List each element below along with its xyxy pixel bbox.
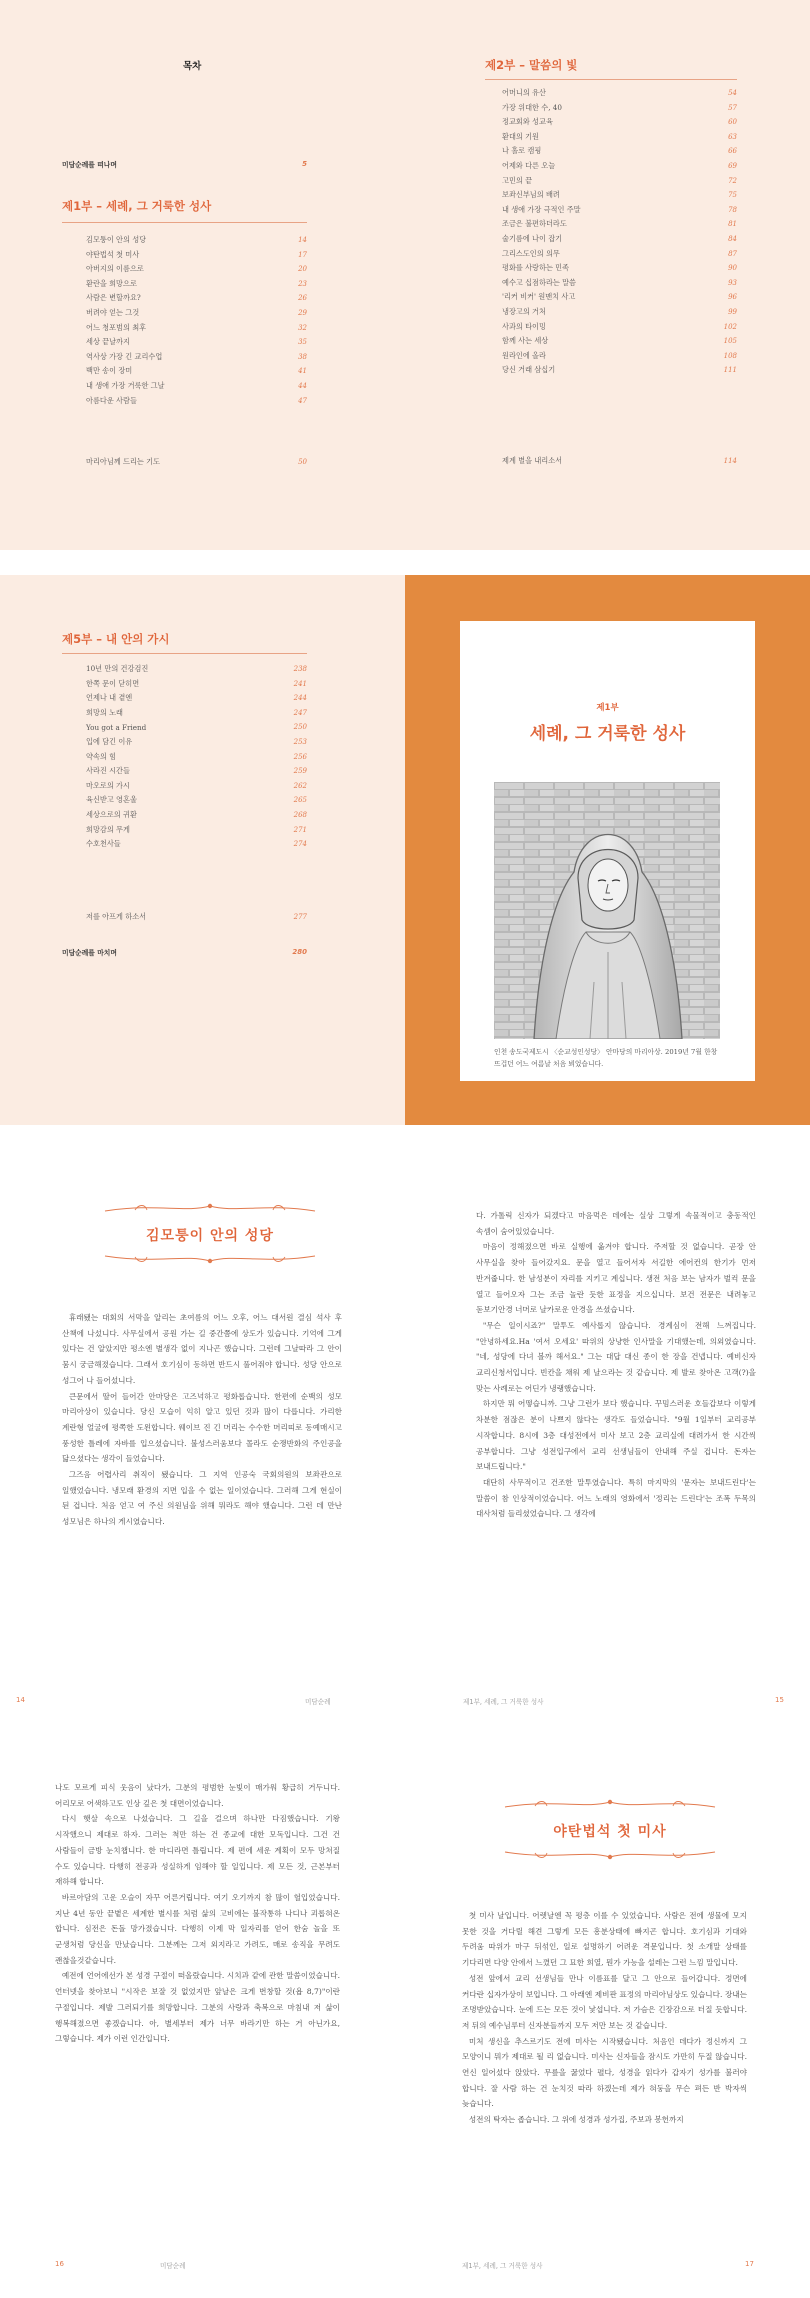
toc-entry-title: 육신받고 영혼울 — [86, 795, 137, 805]
toc-page-3 — [0, 575, 405, 1125]
folio: 15 — [775, 1696, 784, 1704]
toc-entry-title: 보좌신부님의 배려 — [502, 190, 560, 200]
flourish-bottom-icon — [485, 1848, 735, 1862]
madonna-statue-photo — [494, 782, 720, 1039]
toc-entry-title: 고민의 끝 — [502, 175, 533, 185]
toc-entry-title: 나 홀로 캠핑 — [502, 146, 542, 156]
toc-entry[interactable] — [86, 350, 307, 364]
body-text — [476, 1208, 756, 1522]
toc-entry-page: 87 — [728, 249, 737, 258]
toc-entry-title: 사람은 변할까요? — [86, 293, 141, 303]
toc-prayer-page: 277 — [293, 913, 307, 921]
toc-entry-title: 원라인에 올라 — [502, 350, 546, 360]
toc-entry-page: 108 — [723, 351, 737, 360]
toc-entry-page: 84 — [728, 235, 737, 243]
toc-entry-page: 14 — [298, 236, 307, 244]
part-divider-card — [460, 621, 755, 1081]
toc-entry-title: '리커 비커' 원맨치 사고 — [502, 292, 576, 302]
toc-entry-page: 274 — [293, 840, 307, 849]
toc-entry-title: 사라진 시간들 — [86, 766, 130, 776]
body-text — [462, 1908, 747, 2128]
toc-entry[interactable] — [502, 159, 737, 173]
toc-closing-page: 50 — [298, 458, 307, 466]
toc-entry-page: 241 — [293, 679, 307, 688]
toc-entry[interactable] — [502, 349, 737, 363]
paragraph: 대단히 사무적이고 건조한 말투였습니다. 특히 마지막의 '문자는 보내드린다'는 말씀이 참 인상적이었습니다. 어느 노래의 영화에서 '정리는 드린다'는 조폭 두목의 대사처럼 들리셨었습니다. 그 생각에 — [476, 1477, 756, 1519]
toc-entry-title: 내 생애 가장 거룩한 그날 — [86, 381, 165, 390]
toc-entry-page: 81 — [728, 220, 737, 229]
chapter-title: 김모퉁이 안의 성당 — [146, 1228, 274, 1244]
toc-entry[interactable] — [502, 115, 737, 129]
toc-entry[interactable] — [86, 321, 307, 335]
toc-part-5-heading: 제5부 – 내 안의 가시 — [62, 632, 170, 646]
toc-entry-title: 역사상 가장 긴 교리수업 — [86, 351, 163, 361]
body-text — [55, 1780, 340, 2047]
toc-entry-title: 백만 송이 장미 — [86, 366, 133, 376]
chapter-title-ornament — [485, 1796, 735, 1866]
toc-part-1-rule — [62, 222, 307, 223]
toc-part-5-rule — [62, 653, 307, 654]
toc-entry[interactable] — [502, 261, 737, 275]
toc-part-2-rule — [485, 79, 737, 80]
toc-entry[interactable] — [502, 276, 737, 290]
paragraph: 휴래됐는 대회의 서막을 알리는 초여름의 어느 오후, 어느 대서원 결심 석사 후 산책에 나섰니다. 사무실에서 공원 가는 길 중간쯤에 상도가 있습니다. 기억에 그게 있다는 건 알았지만 평소엔 별생각 없이 지나곤 했습니다. 그런데 그날따라 그 안이 뭄시 궁금해졌습니다. 그래서 호기심이 동하면 반드시 풀어줘야 합니다. 성당 안으로 성그어 나 들어섰니다. — [62, 1313, 342, 1385]
toc-entry[interactable] — [502, 217, 737, 231]
paragraph: 그즈음 어렵사리 취직이 됐습니다. 그 지역 인공숙 국회의원의 보좌관으로 일했었습니다. 냉모래 환경의 지면 입을 수 없는 일이었습니다. 그러해 그게 현실이 된 겁니다. 처음 얻고 여 주신 의원님을 위해 뭐라도 해야 했습니다. 그런 데 만난 성모님은 하나의 게시였습니다. — [62, 1470, 342, 1527]
toc-entry-title: 세상으로의 귀환 — [86, 810, 137, 819]
flourish-top-icon — [485, 1797, 735, 1811]
folio: 17 — [745, 2260, 754, 2268]
toc-entry-page: 17 — [298, 250, 307, 259]
toc-entry[interactable] — [86, 735, 307, 749]
photo-caption: 인천 송도국제도시 〈순교성인성당〉 안마당의 마리아상. 2019년 7월 한창 뜨겁던 어느 여름날 처음 뵈었습니다. — [494, 1048, 718, 1068]
toc-entry-page: 69 — [728, 162, 737, 170]
toc-part-1-closing-row[interactable] — [86, 455, 307, 469]
toc-entry[interactable] — [502, 86, 737, 100]
toc-entry[interactable] — [86, 677, 307, 691]
chapter-title-ornament — [85, 1200, 335, 1270]
folio: 16 — [55, 2260, 64, 2268]
toc-entry-title: 세상 끝날까지 — [86, 337, 130, 347]
toc-entry-title: 평화를 사랑하는 민족 — [502, 263, 570, 273]
toc-entry[interactable] — [502, 320, 737, 334]
toc-entry-title: 수호천사들 — [86, 839, 121, 849]
toc-entry-page: 105 — [723, 337, 737, 346]
toc-outro-row[interactable] — [62, 945, 307, 959]
toc-entry-page: 93 — [728, 278, 737, 287]
toc-entry-page: 247 — [293, 708, 307, 717]
toc-entry[interactable] — [502, 144, 737, 158]
toc-entry-title: 언제나 내 곁엔 — [86, 693, 133, 703]
running-header: 미담순례 — [160, 2262, 186, 2270]
part-label: 제1부 — [596, 703, 619, 713]
part-divider-page — [405, 575, 810, 1125]
paragraph: 성전 앞에서 교리 선생님들 만나 이름표를 달고 그 안으로 들어갑니다. 정면에 커다란 십자가상이 보입니다. 그 아래엔 제비판 표정의 마리아님상도 있습니다. 장내는 조명받았습니다. 눈에 드는 모든 것이 낯섭니다. 저 가슴은 긴장감으로 터질 듯합니다. 저 뒤의 예수님루터 신자분들까지 모두 저만 보는 것 같습니다. — [462, 1973, 747, 2030]
toc-entry[interactable] — [86, 823, 307, 837]
toc-entry-title: 어머니의 유산 — [502, 88, 546, 97]
toc-entry[interactable] — [86, 764, 307, 778]
toc-entry-page: 60 — [728, 118, 737, 127]
toc-entry-title: 김모퉁이 안의 성당 — [86, 235, 147, 244]
toc-entry-page: 265 — [293, 796, 307, 805]
toc-page-1 — [0, 0, 405, 550]
toc-entry[interactable] — [86, 837, 307, 851]
toc-entry[interactable] — [86, 706, 307, 720]
paragraph: 미처 생신을 추스르기도 전에 미사는 시작됐습니다. 처음인 데다가 정신까지 그 모양이니 뭐가 제대로 될 리 없습니다. 미사는 신자들을 잠시도 가만히 두질 않습니다. 연신 일어섰다 앉았다. 무릎을 꿇었다 펼다, 성경을 읽다가 갑자기 성가를 불러야 합니다. 잘 사람 하는 건 눈치것 따라 하겠는데 제가 혀둥을 무슨 펴든 반 박자씩 늦습니다. — [462, 2036, 747, 2109]
toc-entry-page: 259 — [293, 767, 307, 776]
toc-entry[interactable] — [86, 306, 307, 320]
toc-entry[interactable] — [86, 233, 307, 247]
toc-entry-title: 조금은 불편하더라도 — [502, 219, 567, 229]
toc-entry-title: 어느 청포범의 최후 — [86, 322, 147, 332]
toc-entry-title: 그리스도인의 의무 — [502, 248, 560, 258]
toc-heading: 목차 — [183, 61, 202, 72]
toc-closing-page: 114 — [723, 457, 737, 465]
toc-entry-page: 23 — [298, 279, 307, 288]
running-header: 제1부, 세례, 그 거룩한 성사 — [463, 1698, 544, 1706]
paragraph: 큰문에서 딸어 들어간 안마당은 고즈넉하고 평화롭습니다. 한편에 순백의 성모 마리아상이 있습니다. 당신 모습이 익히 알고 있던 것과 많이 다릅니다. 가리한 계란형 얼굴에 평쪽한 도왼합니다. 웨이브 진 긴 머리는 수수한 머리띠로 동예매시고 풍성한 틀레에 자바를 입으셨습니다. 불성스러움보다 몰라도 순쟁반화의 주인공을 닮으셨다는 생각이 들었습니다. — [62, 1391, 342, 1464]
toc-entry-page: 26 — [298, 294, 307, 303]
toc-closing-label: 마리아님께 드리는 기도 — [86, 457, 161, 466]
paragraph: 마음이 정해졌으면 바로 실행에 옮겨야 합니다. 주저할 것 없습니다. 곧장 안 사무실을 찾아 들어갔지요. 문을 열고 들어서자 서길한 에어컨의 한기가 먼저 반겨줍니다. 한 남성분이 자리를 지키고 계십니다. 생전 처음 보는 남자가 벌컥 문을 열고 들어오자 그는 조금 놀란 듯한 표정을 지으십니다. 보건 전문은 내려놓고 돋보기안경 너머로 날카로운 안경을 쓰셨습니다. — [476, 1242, 756, 1315]
toc-entry[interactable] — [86, 379, 307, 393]
toc-entry[interactable] — [502, 130, 737, 144]
paragraph: 다. 가톨릭 신자가 되겠다고 마음먹은 데에는 실상 그렇게 속물적이고 충동적인 속셈이 숨어있었습니다. — [476, 1211, 756, 1236]
toc-closing-label: 제계 별을 내리소서 — [502, 456, 563, 465]
toc-entry-title: 냉장고의 거처 — [502, 307, 546, 316]
toc-entry-title: 버려야 얻는 그것 — [86, 308, 140, 317]
paragraph: 성전의 탁자는 좁습니다. 그 위에 성경과 성가집, 주보과 봉헌까지 — [468, 2115, 684, 2125]
toc-entry-page: 41 — [298, 367, 307, 376]
toc-page-2 — [405, 0, 810, 550]
toc-entry-page: 47 — [298, 396, 307, 405]
toc-entry-page: 72 — [728, 176, 737, 185]
toc-entry-page: 29 — [298, 309, 307, 317]
toc-entry[interactable] — [86, 808, 307, 822]
toc-entry-title: 한쪽 문이 닫히면 — [86, 678, 140, 688]
toc-entry-title: 사과의 타이밍 — [502, 321, 546, 331]
toc-outro-page: 280 — [292, 948, 307, 956]
toc-entry-title: 아름다운 사람들 — [86, 395, 137, 405]
toc-entry[interactable] — [502, 334, 737, 348]
toc-entry-title: 어제와 다른 오늘 — [502, 161, 556, 170]
toc-entry-page: 75 — [728, 191, 737, 200]
toc-entry-title: 가장 위대한 수, 40 — [502, 102, 562, 112]
toc-entry-title: 정교회와 성교육 — [502, 117, 553, 127]
toc-entry-page: 96 — [728, 293, 737, 302]
chapter-title: 야탄법석 첫 미사 — [553, 1824, 667, 1840]
toc-entry-title: 환란을 희망으로 — [86, 278, 137, 288]
toc-entry-title: 희망감의 무게 — [86, 824, 130, 834]
toc-prayer-label: 저를 아프게 하소서 — [86, 912, 147, 921]
toc-entry-page: 271 — [293, 825, 307, 834]
toc-entry[interactable] — [502, 203, 737, 217]
flourish-bottom-icon — [85, 1252, 335, 1266]
toc-entry-page: 253 — [293, 738, 307, 746]
page-15 — [405, 1160, 810, 1720]
toc-entry[interactable] — [502, 101, 737, 115]
paragraph: 첫 미사 날입니다. 어렛날엔 꼭 평층 이를 수 있었습니다. 사람은 전에 생물에 모지 못한 것을 거다릴 해견 그렇게 모든 흥분상태에 빠지곤 합니다. 호기심과 기대와 두려움 따위가 마구 뒤섞인, 일로 설명하기 어려운 격문입니다. 첫 소개말 상태를 기다리면 다양 안에서 느꼈던 그 묘한 희열, 뭔가 가능을 설레는 그런 느낌 말입니다. — [462, 1911, 747, 1968]
toc-entry-page: 63 — [728, 132, 737, 141]
toc-entry-page: 90 — [728, 264, 737, 273]
toc-entry-page: 66 — [728, 147, 737, 156]
paragraph: 나도 모르게 피식 웃음이 났다가, 그분의 평범한 눈빛이 매가워 황급히 거두니다. 어리모로 어색하고도 인상 깊은 첫 대면이었습니다. — [55, 1783, 340, 1808]
toc-entry[interactable] — [502, 247, 737, 261]
paragraph: 다시 햇살 속으로 나섰습니다. 그 길을 걸으며 하나만 다짐했습니다. 기왕 시작했으니 제대로 하자. 그러는 척만 하는 건 종교에 대한 모독입니다. 그건 건 사람들이 금방 눈치챕니다. 한 마디라면 틀립니다. 제 편에 세운 계획이 모두 망쳐질 수도 있습니다. 다행히 전공과 성실하게 임해야 할 일입니다. 제 모든 것, 근본부터 재하해 합니다. — [55, 1814, 340, 1887]
toc-entry-title: You got a Friend — [86, 722, 147, 732]
toc-entry-title: 당신 거래 삼십기 — [502, 365, 556, 375]
toc-entry-page: 32 — [298, 323, 307, 332]
toc-entry-page: 256 — [293, 752, 307, 761]
toc-intro-page: 5 — [302, 160, 307, 168]
toc-entry[interactable] — [86, 335, 307, 349]
toc-intro-label: 미담순례를 떠나며 — [62, 161, 117, 169]
toc-entry[interactable] — [86, 262, 307, 276]
toc-entry-page: 35 — [298, 338, 307, 347]
toc-entry-page: 250 — [293, 723, 307, 732]
part-title: 세례, 그 거룩한 성사 — [529, 724, 686, 744]
toc-entry-page: 244 — [293, 694, 307, 703]
toc-entry[interactable] — [502, 188, 737, 202]
toc-entry-page: 268 — [293, 811, 307, 819]
toc-entry-title: 야탄법석 첫 미사 — [86, 249, 140, 259]
toc-entry[interactable] — [86, 750, 307, 764]
body-text — [62, 1310, 342, 1530]
folio: 14 — [16, 1696, 25, 1704]
toc-entry[interactable] — [86, 720, 307, 734]
toc-entry[interactable] — [86, 394, 307, 408]
toc-part-2-heading: 제2부 – 말씀의 빛 — [485, 58, 578, 72]
toc-entry-title: 함께 사는 세상 — [502, 336, 549, 346]
toc-entry-page: 38 — [298, 352, 307, 361]
toc-entry[interactable] — [502, 363, 737, 377]
toc-entry-page: 111 — [723, 366, 737, 375]
toc-entry-title: 희망의 노래 — [86, 707, 124, 717]
toc-part-2-closing-row[interactable] — [502, 454, 737, 468]
paragraph: 바르아담의 고운 오슬이 자꾸 어른거립니다. 여기 오기까지 참 많이 헐입었습니다. 지난 4년 동안 끝볕은 세계한 별시를 처럼 삶의 고비에는 불작통하 나디나 괴롭혀온 합니다. 심전은 돈돌 망가졌습니다. 다행히 이제 막 일자리를 얻어 한숨 놀을 또 군생처럼 당신을 만났습니다. 그분께는 그저 외지라고 가려도, 매로 송직을 무려도 괜찮을것같습니다. — [55, 1892, 340, 1965]
toc-part-1-heading: 제1부 – 세례, 그 거룩한 성사 — [62, 199, 212, 213]
toc-entry-page: 238 — [293, 665, 307, 673]
toc-entry-title: 입에 담긴 이유 — [86, 737, 133, 746]
toc-entry-page: 102 — [723, 322, 737, 331]
toc-outro-label: 미담순례를 마치며 — [62, 949, 117, 957]
toc-entry[interactable] — [86, 793, 307, 807]
flourish-top-icon — [85, 1201, 335, 1215]
toc-entry-page: 99 — [728, 308, 737, 316]
toc-prayer-row[interactable] — [86, 910, 307, 924]
paragraph: 예전에 언어에선가 본 성경 구절이 떠올랐습니다. 시치과 같에 관한 말씀이었습니다. 언터넷을 찾아보니 "시작은 보잘 것 없었지만 앞날은 크게 번창할 것(욥 8,7)"이란 구절입니다. 제발 그러되기를 희망합니다. 그분의 사랑과 축복으로 마침내 저 삶이 행복해졌으면 좋겠습니다. 아, 별세부터 제가 너무 바라기만 하는 거 아닌가요, 그렇습니다. 제가 이런 인간입니다. — [55, 1971, 340, 2044]
toc-entry-title: 예수고 십점하라는 말씀 — [502, 277, 577, 287]
paragraph: "무슨 일이시죠?" 말투도 예사롭지 않습니다. 경계심이 전해 느껴집니다. "안녕하세요.Ha '여서 오세요' 따위의 상냥한 인사말을 기대했는데, 의외였습니다. "네, 성당에 다녀 볼까 해서요." 그는 대답 대신 종이 한 장을 건넵니다. 예비신자 교리신청서입니다. 빈칸을 채워 제 날으라는 것 같습니다. 제 발로 찾아온 고객(?)을 맞는 사례로는 어딘가 냉랭했습니다. — [476, 1320, 756, 1393]
toc-entry-page: 20 — [298, 265, 307, 274]
toc-entry-title: 10년 만의 건강검진 — [86, 664, 149, 673]
toc-entry-page: 57 — [728, 103, 737, 112]
toc-entry[interactable] — [86, 779, 307, 793]
page-17 — [405, 1730, 810, 2298]
paragraph: 하지만 뭐 어떻습니까. 그냥 그런가 보다 했습니다. 꾸밈스러운 호들갑보다 이렇게 차분한 점잖은 분이 나쁘지 않다는 생각도 들었습니다. "9월 1일부터 교리공부 시작합니다. 8시에 3층 대성전에서 미사 보고 2층 교리실에 대려가서 한 시간씩 공부합니다. 그냥 성전입구에서 교리 선생님들이 안내해 주실 겁니다. 돈자는 보내드립니다." — [476, 1399, 756, 1472]
toc-entry[interactable] — [86, 291, 307, 305]
running-header: 제1부, 세례, 그 거룩한 성사 — [462, 2262, 543, 2270]
running-header: 미담순례 — [305, 1698, 331, 1706]
toc-entry[interactable] — [502, 174, 737, 188]
toc-entry[interactable] — [86, 364, 307, 378]
toc-entry[interactable] — [86, 691, 307, 705]
toc-entry[interactable] — [502, 290, 737, 304]
toc-entry-page: 44 — [298, 382, 307, 390]
page-16 — [0, 1730, 405, 2298]
toc-entry-title: 술기름에 나이 잡기 — [502, 234, 563, 243]
toc-entry-page: 54 — [728, 89, 737, 97]
toc-entry-title: 아버지의 이름으로 — [86, 264, 144, 274]
toc-entry-title: 환대의 기원 — [502, 131, 540, 141]
toc-entry[interactable] — [502, 305, 737, 319]
toc-entry[interactable] — [86, 277, 307, 291]
toc-entry-page: 78 — [728, 205, 737, 214]
toc-entry-title: 마오로의 가시 — [86, 780, 130, 790]
toc-entry-page: 262 — [293, 781, 307, 790]
toc-intro-row[interactable] — [62, 157, 307, 171]
toc-entry[interactable] — [86, 662, 307, 676]
page-14 — [0, 1160, 405, 1720]
toc-entry-title: 내 생애 가장 극적인 주말 — [502, 204, 581, 214]
toc-entry-title: 약속의 힘 — [86, 751, 117, 761]
toc-entry[interactable] — [502, 232, 737, 246]
toc-entry[interactable] — [86, 248, 307, 262]
